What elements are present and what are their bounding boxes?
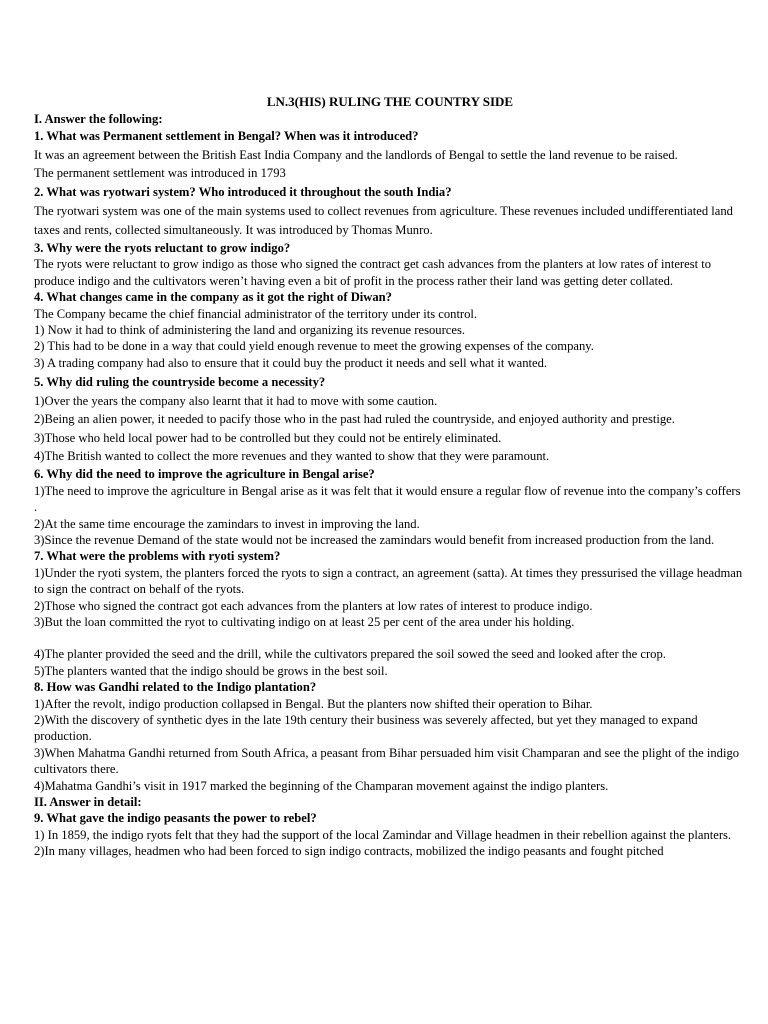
section-heading-1: I. Answer the following: [34,112,163,126]
question-7: 7. What were the problems with ryoti system? [34,549,281,564]
answer-8-line-1: 1)After the revolt, indigo production collapsed in Bengal. But the planters now shifted their operation to Bihar. [34,696,593,711]
question-6: 6. Why did the need to improve the agriculture in Bengal arise? [34,467,375,482]
answer-6-line-2: 2)At the same time encourage the zamindars to invest in improving the land. [34,516,420,531]
answer-6-line-1: 1)The need to improve the agriculture in Bengal arise as it was felt that it would ensure a regular flow of revenue into the company’s coffers . [34,483,741,515]
answer-5-line-2: 2)Being an alien power, it needed to pacify those who in the past had ruled the countryside, and enjoyed authority and prestige. [34,412,675,427]
answer-2: The ryotwari system was one of the main systems used to collect revenues from agriculture. These revenues included undifferentiated land taxes and rents, collected simultaneously. It was introduced by Thomas Munro. [34,204,733,238]
question-2: 2. What was ryotwari system? Who introduced it throughout the south India? [34,184,452,199]
answer-4-line-4: 3) A trading company had also to ensure that it could buy the product it needs and sell what it wanted. [34,355,548,370]
answer-5-line-4: 4)The British wanted to collect the more revenues and they wanted to show that they were paramount. [34,448,550,463]
question-8: 8. How was Gandhi related to the Indigo plantation? [34,680,317,695]
answer-6-line-3: 3)Since the revenue Demand of the state would not be increased the zamindars would benefit from increased production from the land. [34,532,715,547]
answer-9-line-1: 1) In 1859, the indigo ryots felt that they had the support of the local Zamindar and Village headmen in their rebellion against the planters. [34,827,732,842]
answer-4-line-1: The Company became the chief financial administrator of the territory under its control. [34,306,478,321]
question-1: 1. What was Permanent settlement in Bengal? When was it introduced? [34,129,419,144]
answer-7-line-3: 3)But the loan committed the ryot to cultivating indigo on at least 25 per cent of the area under his holding. [34,614,575,629]
answer-9-line-2: 2)In many villages, headmen who had been forced to sign indigo contracts, mobilized the indigo peasants and fought pitched [34,844,664,859]
answer-7-line-5: 5)The planters wanted that the indigo should be grows in the best soil. [34,663,388,678]
section-heading-2: II. Answer in detail: [34,795,142,810]
answer-8-line-4: 4)Mahatma Gandhi’s visit in 1917 marked the beginning of the Champaran movement against the indigo planters. [34,778,609,793]
answer-5-line-3: 3)Those who held local power had to be controlled but they could not be entirely eliminated. [34,430,502,445]
answer-4-line-2: 1) Now it had to think of administering the land and organizing its revenue resources. [34,323,465,338]
question-5: 5. Why did ruling the countryside become a necessity? [34,375,326,390]
answer-3: The ryots were reluctant to grow indigo as those who signed the contract get cash advances from the planters at low rates of interest to produce indigo and the cultivators weren’t having even a bit of profit in the process rather their land was getting deter collated. [34,257,712,288]
answer-7-line-1: 1)Under the ryoti system, the planters forced the ryots to sign a contract, an agreement (satta). At times they pressurised the village headman to sign the contract on behalf of the ryots. [34,565,743,597]
blank-line [34,630,746,646]
answer-1-line-2: The permanent settlement was introduced in 1793 [34,166,286,181]
answer-4-line-3: 2) This had to be done in a way that could yield enough revenue to meet the growing expenses of the company. [34,339,594,354]
answer-8-line-2: 2)With the discovery of synthetic dyes in the late 19th century their business was severely affected, but yet they managed to expand production. [34,713,698,744]
document-title: LN.3(HIS) RULING THE COUNTRY SIDE [266,94,514,109]
question-9: 9. What gave the indigo peasants the power to rebel? [34,811,317,826]
answer-5-line-1: 1)Over the years the company also learnt that it had to move with some caution. [34,393,438,408]
document-page [34,94,746,860]
answer-1-line-1: It was an agreement between the British East India Company and the landlords of Bengal to settle the land revenue to be raised. [34,147,678,162]
question-3: 3. Why were the ryots reluctant to grow indigo? [34,241,291,256]
answer-7-line-2: 2)Those who signed the contract got each advances from the planters at low rates of interest to produce indigo. [34,598,593,613]
answer-7-line-4: 4)The planter provided the seed and the drill, while the cultivators prepared the soil sowed the seed and looked after the crop. [34,647,666,662]
question-4: 4. What changes came in the company as it got the right of Diwan? [34,290,392,305]
answer-8-line-3: 3)When Mahatma Gandhi returned from South Africa, a peasant from Bihar persuaded him visit Champaran and see the plight of the indigo cultivators there. [34,745,740,777]
